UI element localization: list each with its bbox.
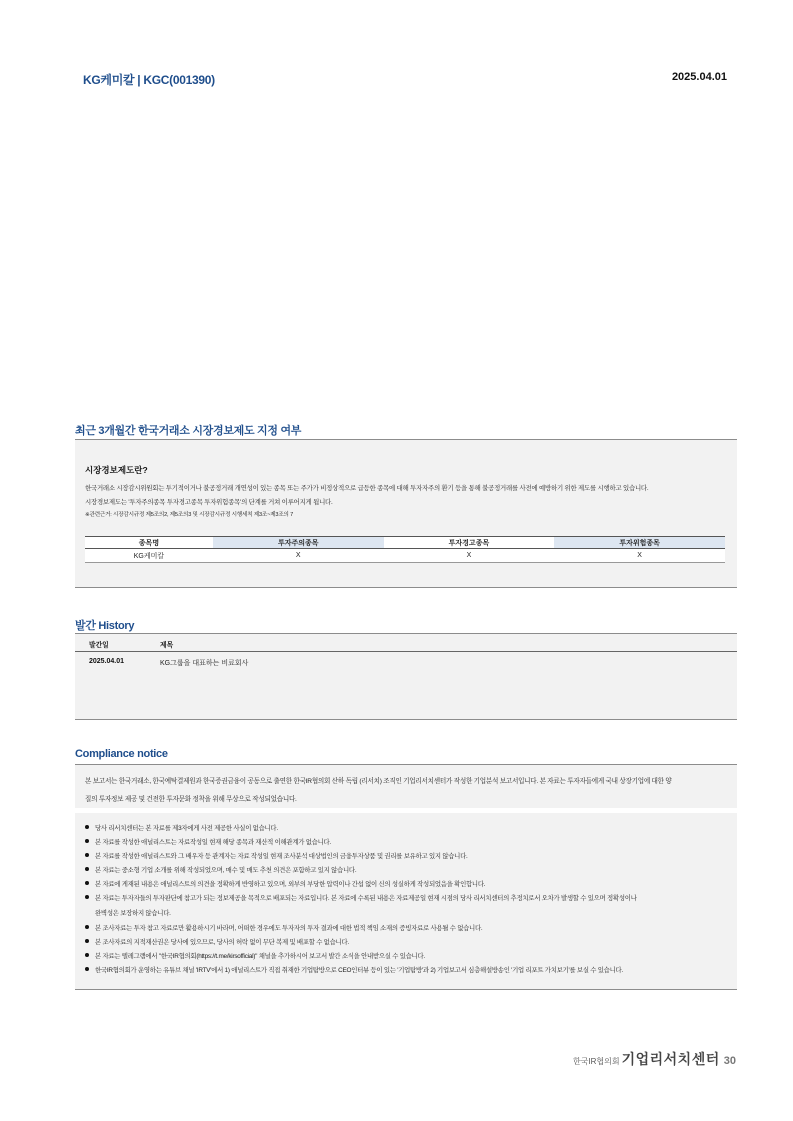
company-header: KG케미칼 | KGC(001390) <box>83 73 215 87</box>
page-footer <box>573 1049 736 1069</box>
list-item: 본 자료를 작성한 애널리스트와 그 배우자 등 관계자는 자료 작성일 현재 조사분석 대상법인의 금융투자상품 및 권리를 보유하고 있지 않습니다. <box>85 851 468 860</box>
compliance-intro <box>75 764 737 808</box>
history-title: 발간 History <box>75 620 135 632</box>
list-item: 본 자료는 중소형 기업 소개를 위해 작성되었으며, 매수 및 매도 추천 의견은 포함하고 있지 않습니다. <box>85 865 356 874</box>
bullet-icon <box>85 839 89 843</box>
bullet-icon <box>85 867 89 871</box>
compliance-intro-1: 본 보고서는 한국거래소, 한국예탁결제원과 한국증권금융이 공동으로 출연한 한국IR협의회 산하 독립 (리서치) 조직인 기업리서치센터가 작성한 기업분석 보고서입니다. 본 자료는 투자자들에게 국내 상장기업에 대한 양 <box>85 778 672 785</box>
list-item-continuation: 완벽성은 보장하지 않습니다. <box>95 910 171 917</box>
warning-desc-2: 시장경보제도는 '투자주의종목 투자경고종목 투자위험종목'의 단계를 거쳐 이루어지게 됩니다. <box>85 499 333 506</box>
market-warning-title: 최근 3개월간 한국거래소 시장경보제도 지정 여부 <box>75 425 302 437</box>
report-date: 2025.04.01 <box>671 71 727 83</box>
cell-risk: X <box>554 549 725 563</box>
col-caution: 투자주의종목 <box>213 537 384 549</box>
history-entry-date: 2025.04.01 <box>89 658 125 665</box>
warning-note: ※관련근거: 시장감시규정 제5조의2, 제5조의3 및 시장감시규정 시행세칙 제3조~제3조의 7 <box>85 512 293 518</box>
bullet-icon <box>85 853 89 857</box>
compliance-list <box>75 813 737 990</box>
bullet-icon <box>85 895 89 899</box>
list-item: 한국IR협의회가 운영하는 유튜브 채널 'IRTV'에서 1) 애널리스트가 직접 취재한 기업탐방으로 CEO인터뷰 등이 있는 '기업탐방'과 2) 기업보고서 심층해설방송인 '기업 리포트 가치보기'를 보실 수 있습니다. <box>85 965 623 974</box>
bullet-icon <box>85 925 89 929</box>
history-header <box>75 634 737 652</box>
cell-stock-name: KG케미칼 <box>85 549 213 563</box>
history-entry-title: KG그룹을 대표하는 비료회사 <box>160 660 249 667</box>
bullet-icon <box>85 953 89 957</box>
market-warning-box <box>75 439 737 588</box>
history-col-date: 발간일 <box>89 642 109 649</box>
table-row <box>85 549 725 563</box>
warning-question: 시장경보제도란? <box>85 465 148 475</box>
bullet-icon <box>85 825 89 829</box>
col-warning: 투자경고종목 <box>384 537 555 549</box>
warning-table <box>85 536 725 563</box>
col-stock-name: 종목명 <box>85 537 213 549</box>
bullet-icon <box>85 881 89 885</box>
footer-org: 한국IR협의회 <box>572 1057 620 1066</box>
bullet-icon <box>85 967 89 971</box>
cell-warning: X <box>384 549 555 563</box>
compliance-intro-2: 질의 투자정보 제공 및 건전한 투자문화 정착을 위해 무상으로 작성되었습니다. <box>85 796 297 803</box>
list-item: 본 자료는 투자자들의 투자판단에 참고가 되는 정보제공을 목적으로 배포되는 자료입니다. 본 자료에 수록된 내용은 자료제공일 현재 시점의 당사 리서치센터의 추정치로서 오차가 발생할 수 있으며 정확성이나 <box>85 893 637 902</box>
warning-desc-1: 한국거래소 시장감시위원회는 투기적이거나 불공정거래 개연성이 있는 종목 또는 주가가 비정상적으로 급등한 종목에 대해 투자자주의 환기 등을 통해 불공정거래를 사전에 예방하기 위한 제도를 시행하고 있습니다. <box>85 485 649 492</box>
list-item: 본 조사자료는 투자 참고 자료로만 활용하시기 바라며, 어떠한 경우에도 투자자의 투자 결과에 대한 법적 책임 소재의 증빙자료로 사용될 수 없습니다. <box>85 923 482 932</box>
history-col-title: 제목 <box>160 642 174 649</box>
list-item: 본 자료에 게재된 내용은 애널리스트의 의견을 정확하게 반영하고 있으며, 외부의 부당한 압력이나 간섭 없이 신의 성실하게 작성되었음을 확인합니다. <box>85 879 485 888</box>
footer-center: 기업리서치센터 <box>621 1051 720 1067</box>
page-number: 30 <box>723 1055 736 1067</box>
cell-caution: X <box>213 549 384 563</box>
list-item: 본 조사자료의 지적재산권은 당사에 있으므로, 당사의 허락 없이 무단 복제 및 배포할 수 없습니다. <box>85 937 349 946</box>
bullet-icon <box>85 939 89 943</box>
history-box <box>75 633 737 720</box>
list-item: 본 자료는 텔레그램에서 "한국IR협의회(https://t.me/kirsofficial)" 채널을 추가하시어 보고서 발간 소식을 안내받으실 수 있습니다. <box>85 951 425 960</box>
col-risk: 투자위험종목 <box>554 537 725 549</box>
list-item: 당사 리서치센터는 본 자료를 제3자에게 사전 제공한 사실이 없습니다. <box>85 823 278 832</box>
list-item: 본 자료를 작성한 애널리스트는 자료작성일 현재 해당 종목과 재산적 이해관계가 없습니다. <box>85 837 331 846</box>
compliance-title: Compliance notice <box>75 748 168 760</box>
